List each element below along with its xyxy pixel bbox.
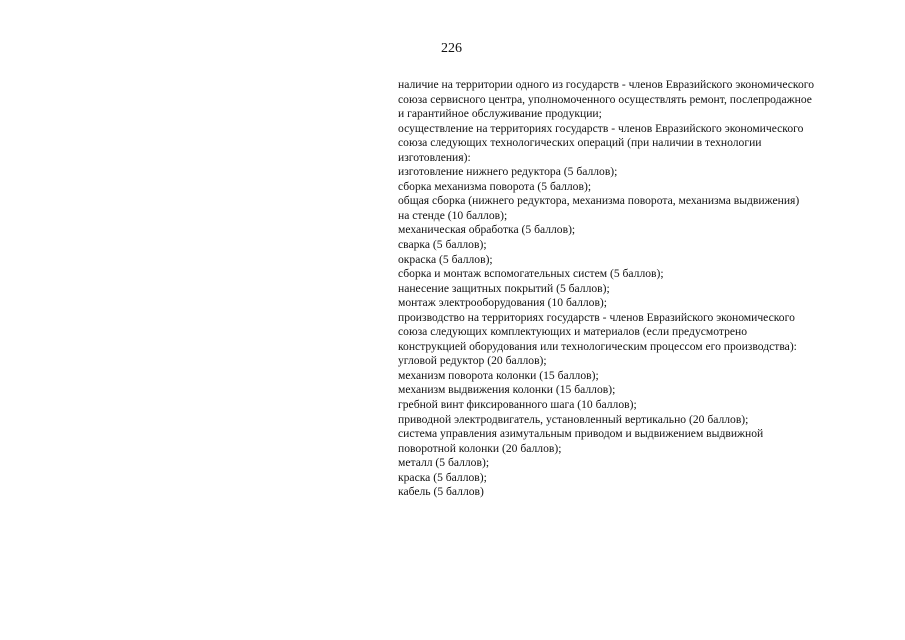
text-line: окраска (5 баллов);: [398, 252, 493, 266]
text-line: общая сборка (нижнего редуктора, механизма поворота, механизма выдвижения): [398, 194, 800, 208]
text-line: система управления азимутальным приводом и выдвижением выдвижной: [398, 427, 764, 441]
text-line: сборка и монтаж вспомогательных систем (5 баллов);: [398, 267, 664, 281]
text-line: изготовления):: [398, 150, 471, 164]
text-line: нанесение защитных покрытий (5 баллов);: [398, 281, 610, 295]
text-line: механизм выдвижения колонки (15 баллов);: [398, 383, 616, 397]
text-line: конструкцией оборудования или технологическим процессом его производства):: [398, 339, 797, 353]
text-line: союза следующих технологических операций (при наличии в технологии: [398, 136, 762, 150]
document-text: [398, 78, 878, 500]
text-line: кабель (5 баллов): [398, 485, 484, 499]
text-line: металл (5 баллов);: [398, 456, 490, 470]
text-line: на стенде (10 баллов);: [398, 208, 508, 222]
text-line: союза сервисного центра, уполномоченного осуществлять ремонт, послепродажное: [398, 92, 812, 106]
text-line: сварка (5 баллов);: [398, 238, 487, 252]
text-line: поворотной колонки (20 баллов);: [398, 441, 562, 455]
text-line: сборка механизма поворота (5 баллов);: [398, 179, 592, 193]
text-line: механизм поворота колонки (15 баллов);: [398, 368, 599, 382]
text-line: изготовление нижнего редуктора (5 баллов);: [398, 165, 618, 179]
text-line: монтаж электрооборудования (10 баллов);: [398, 296, 608, 310]
text-line: приводной электродвигатель, установленный вертикально (20 баллов);: [398, 412, 749, 426]
text-line: гребной винт фиксированного шага (10 баллов);: [398, 398, 637, 412]
page-number: 226: [441, 41, 462, 56]
text-line: осуществление на территориях государств - членов Евразийского экономического: [398, 121, 804, 135]
text-line: и гарантийное обслуживание продукции;: [398, 107, 602, 121]
text-line: угловой редуктор (20 баллов);: [398, 354, 547, 368]
text-line: краска (5 баллов);: [398, 470, 487, 484]
text-line: механическая обработка (5 баллов);: [398, 223, 576, 237]
text-line: союза следующих комплектующих и материалов (если предусмотрено: [398, 325, 748, 339]
text-line: производство на территориях государств - членов Евразийского экономического: [398, 310, 795, 324]
text-line: наличие на территории одного из государств - членов Евразийского экономического: [398, 78, 815, 91]
